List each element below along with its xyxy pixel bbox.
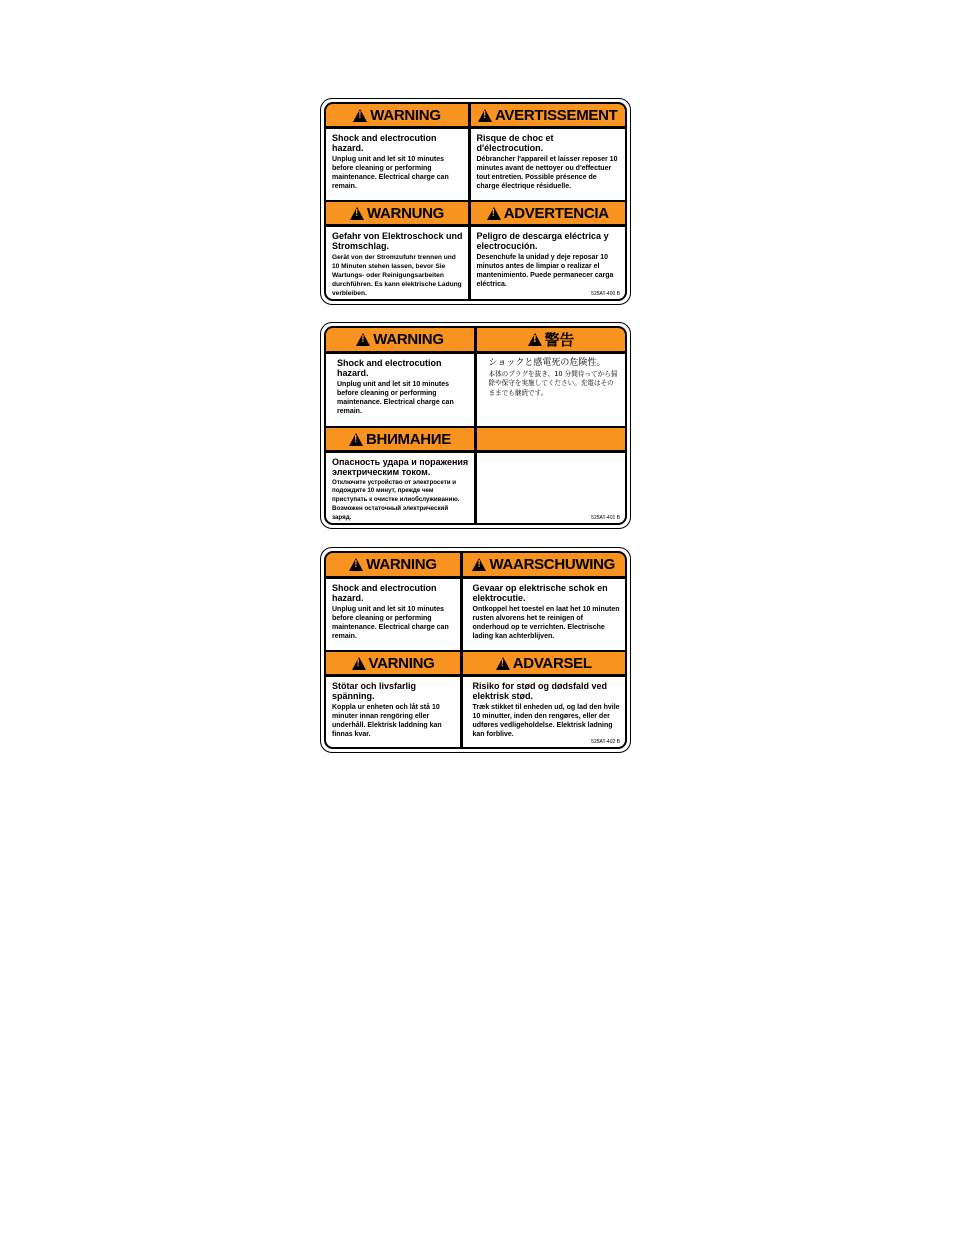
warning-triangle-icon [528,333,542,346]
panel-title: Shock and electrocution hazard. [337,357,442,378]
warning-triangle-icon [349,558,363,571]
warning-triangle-icon [487,207,501,220]
panel-title: Shock and electrocution hazard. [332,582,437,603]
warning-label-2 [320,322,631,529]
warning-triangle-icon [353,109,367,122]
warning-triangle-icon [352,657,366,670]
warning-triangle-icon [472,558,486,571]
panel-body-russian [326,453,474,524]
panel-header-empty [477,428,626,450]
header-text: WARNUNG [366,204,445,222]
panel-text: Træk stikket til enheden ud, og lad den hvile 10 minutter, inden den rengøres, eller der udføres vedligeholdelse. Elektrisk ladning kan forblive. [472,703,620,739]
panel-text: Gerät von der Stromzufuhr trennen und 10 Minuten stehen lassen, bevor Sie Wartungs- oder Reinigungsarbeiten durchführen. Es kann elektrische Ladung verbleiben. [332,253,462,298]
header-text: ADVERTENCIA [503,204,609,222]
warning-triangle-icon [496,657,510,670]
panel-header-english [326,104,468,126]
panel-title: Gefahr von Elektroschock und Stromschlag. [332,230,463,251]
header-text: AVERTISSEMENT [494,106,618,124]
header-text: ВНИМАНИЕ [366,430,451,448]
panel-header-german [326,202,468,224]
panel-title: ショックと感電死の危険性。 [488,357,606,368]
panel-title: Stötar och livsfarlig spänning. [332,680,417,701]
panel-header-swedish [326,652,460,674]
panel-header-english [326,328,474,351]
panel-text: Desenchufe la unidad y deje reposar 10 minutos antes de limpiar o realizar el mantenimiento. Puede permanecer carga eléctrica. [476,253,614,289]
panel-body-swedish [326,677,460,748]
panel-text: Ontkoppel het toestel en laat het 10 minuten rusten alvorens het te reinigen of onderhoud op te verrichten. Electrische lading kan achterblijven. [472,605,620,641]
header-text: VARNING [368,654,435,672]
panel-title: Gevaar op elektrische schok en elektrocutie. [472,582,608,603]
warning-triangle-icon [478,109,492,122]
part-code: 525AT-402 B [591,739,620,745]
header-text: 警告 [544,331,574,349]
panel-header-spanish [471,202,626,224]
panel-body-japanese [477,354,626,426]
panel-text: Unplug unit and let sit 10 minutes before cleaning or performing maintenance. Electrical charge can remain. [332,155,449,191]
header-text: WARNING [370,106,441,124]
panel-title: Shock and electrocution hazard. [332,132,437,153]
header-text: ADVARSEL [512,654,592,672]
warning-label-1 [320,98,631,305]
panel-header-dutch [463,553,626,576]
warning-triangle-icon [349,433,363,446]
panel-body-english [326,129,468,200]
panel-body-danish [463,677,626,748]
panel-body-spanish [471,227,626,300]
panel-header-english [326,553,460,576]
header-text: WAARSCHUWING [489,556,616,573]
panel-title: Risque de choc et d'électrocution. [476,132,554,153]
panel-text: Koppla ur enheten och låt stå 10 minuter innan rengöring eller underhåll. Elektrisk laddning kan finnas kvar. [332,703,442,739]
panel-title: Опасность удара и поражения электрическим током. [332,456,469,477]
header-text: WARNING [366,556,437,573]
part-code: 525AT-401 B [591,515,620,521]
panel-title: Risiko for stød og dødsfald ved elektrisk stød. [472,680,608,701]
panel-header-french [471,104,626,126]
panel-body-dutch [463,579,626,650]
panel-title: Peligro de descarga eléctrica y electrocución. [476,230,609,251]
panel-header-russian [326,428,474,450]
panel-text: 本体のプラグを抜き、10 分間待ってから掃除や保守を実施してください。充電はそのままでも継続です。 [488,369,618,397]
label-frame [324,326,627,525]
warning-triangle-icon [356,333,370,346]
warning-triangle-icon [350,207,364,220]
panel-body-german [326,227,468,300]
label-frame [324,102,627,301]
panel-text: Débrancher l'appareil et laisser reposer 10 minutes avant de nettoyer ou d'effectuer tout entretien. Possible présence de charge électrique résiduelle. [476,155,618,191]
panel-body-empty [477,453,626,524]
warning-label-3 [320,547,631,753]
panel-text: Unplug unit and let sit 10 minutes before cleaning or performing maintenance. Electrical charge can remain. [337,380,454,416]
header-text: WARNING [373,331,444,348]
panel-body-english [326,579,460,650]
label-frame [324,551,627,749]
panel-header-danish [463,652,626,674]
panel-text: Отключите устройство от электросети и подождите 10 минут, прежде чем приступать к очистке илиобслуживанию. Возможен остаточный электрический заряд. [332,478,460,521]
panel-body-french [471,129,626,200]
panel-text: Unplug unit and let sit 10 minutes before cleaning or performing maintenance. Electrical charge can remain. [332,605,449,641]
part-code: 525AT-400 B [591,291,620,297]
panel-header-japanese [477,328,626,351]
panel-body-english [326,354,474,426]
